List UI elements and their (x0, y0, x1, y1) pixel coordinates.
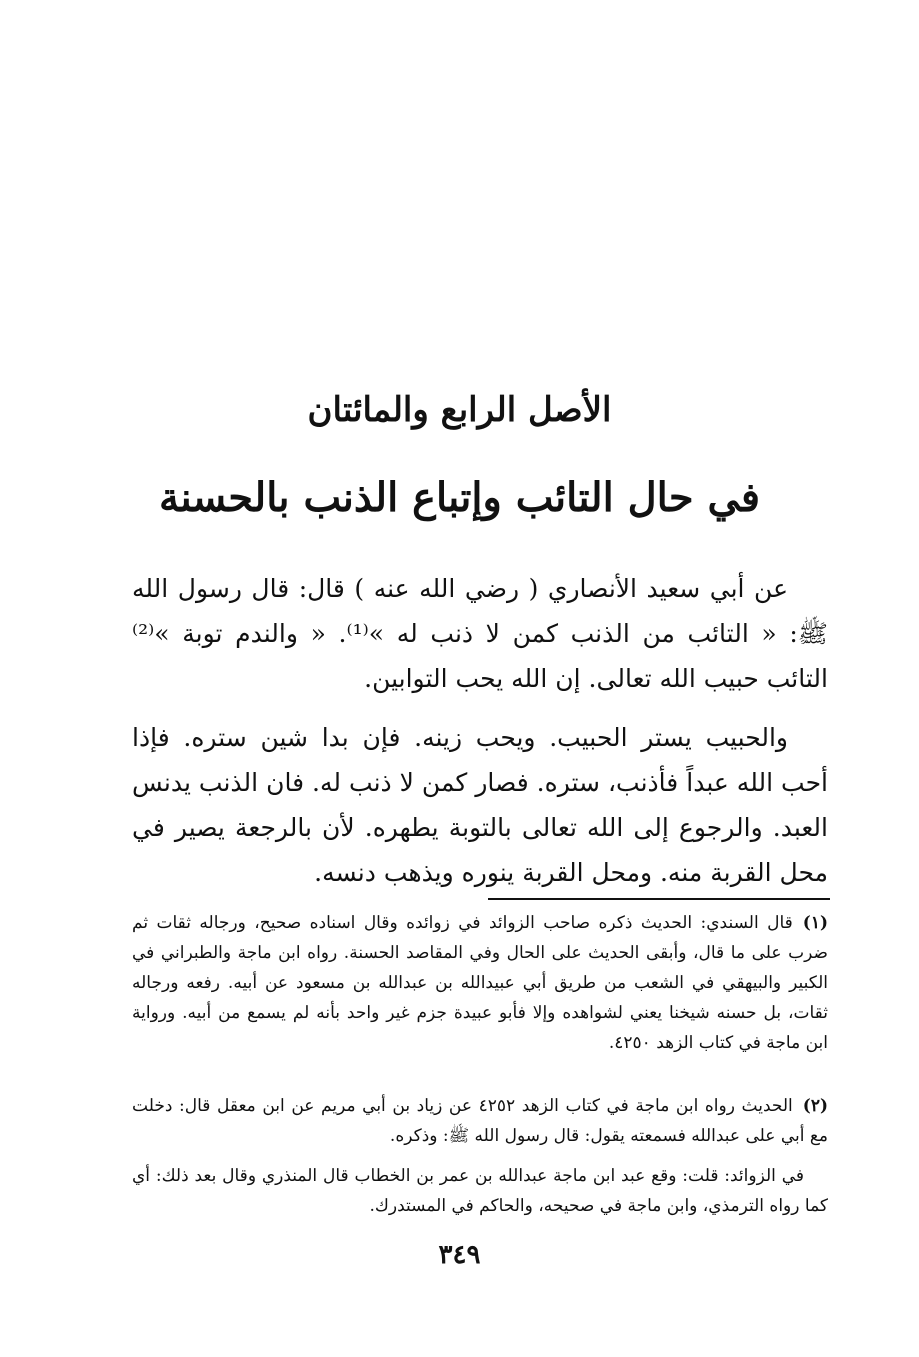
chapter-subtitle: في حال التائب وإتباع الذنب بالحسنة (159, 474, 760, 521)
footnote-2 (132, 1091, 828, 1151)
body-paragraph-1: عن أبي سعيد الأنصاري ( رضي الله عنه ) قال: قال رسول الله ﷺ: « التائب من الذنب كمن لا ذنب له »⁽¹⁾. « والندم توبة »⁽²⁾ التائب حبيب الله تعالى. إن الله يحب التوابين. (132, 574, 828, 693)
footnote-separator (488, 898, 830, 900)
body-paragraph-2: والحبيب يستر الحبيب. ويحب زينه. فإن بدا شين ستره. فإذا أحب الله عبداً فأذنب، ستره. فصار كمن لا ذنب له. فان الذنب يدنس العبد. والرجوع إلى الله تعالى بالتوبة يطهره. لأن بالرجعة يصير في محل القربة منه. ومحل القربة ينوره ويذهب دنسه. (132, 723, 828, 887)
footnote-2-continuation: في الزوائد: قلت: وقع عبد ابن ماجة عبدالله بن عمر بن الخطاب قال المنذري وقال بعد ذلك: أي كما رواه الترمذي، وابن ماجة في صحيحه، والحاكم في المستدرك. (132, 1166, 828, 1216)
footnote-1-text: قال السندي: الحديث ذكره صاحب الزوائد في زوائده وقال اسناده صحيح، ورجاله ثقات ثم ضرب على ما قال، وأبقى الحديث على الحال وفي المقاصد الحسنة. رواه ابن ماجة والطبراني في الكبير والبيهقي في الشعب من طريق أبي عبيدالله بن عبدالله بن مسعود عن أبيه. رفعه ورجاله ثقات، بل حسنه شيخنا يعني لشواهده وإلا فأبو عبيدة جزم غير واحد بأنه لم يسمع من أبيه. ورواية ابن ماجة في كتاب الزهد ٤٢٥٠. (132, 913, 828, 1053)
chapter-title: الأصل الرابع والمائتان (307, 390, 612, 430)
page-number: ٣٤٩ (438, 1240, 481, 1270)
footnote-2-text: الحديث رواه ابن ماجة في كتاب الزهد ٤٢٥٢ عن زياد بن أبي مريم عن ابن معقل قال: دخلت مع أبي على عبدالله فسمعته يقول: قال رسول الله ﷺ: وذكره. (132, 1096, 828, 1146)
footnote-1 (132, 908, 828, 1058)
footnote-1-number: (١) (802, 913, 828, 933)
footnote-2-number: (٢) (802, 1096, 828, 1116)
